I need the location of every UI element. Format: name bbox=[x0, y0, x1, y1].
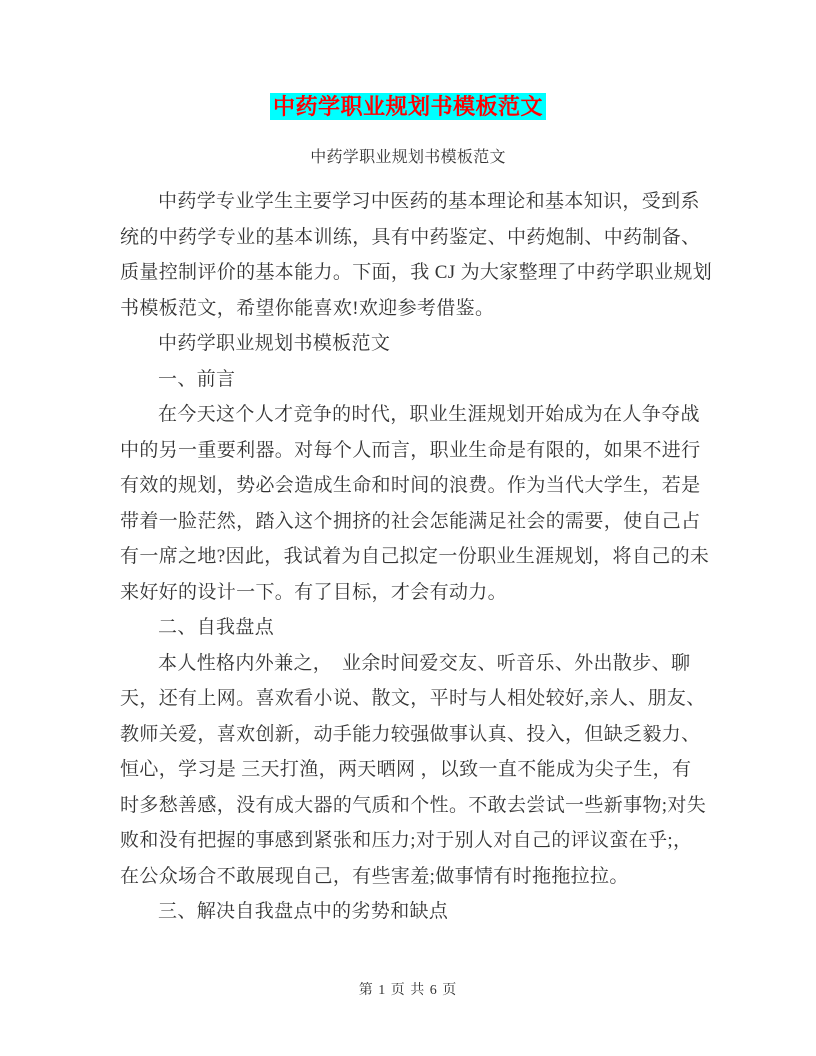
paragraph bbox=[120, 397, 710, 610]
text-line: 中药学职业规划书模板范文 bbox=[158, 333, 391, 354]
text-line: 三、解决自我盘点中的劣势和缺点 bbox=[158, 901, 449, 922]
text-line: 一、前言 bbox=[158, 368, 236, 390]
title-highlight: 中药学职业规划书模板范文 bbox=[270, 93, 546, 120]
document-subtitle: 中药学职业规划书模板范文 bbox=[310, 149, 506, 166]
text-line: 有效的规划，势必会造成生命和时间的浪费。作为当代大学生，若是 bbox=[120, 475, 701, 496]
text-line: 质量控制评价的基本能力。下面，我 CJ 为大家整理了中药学职业规划 bbox=[120, 262, 713, 283]
section-heading bbox=[120, 610, 704, 646]
text-line: 统的中药学专业的基本训练，具有中药鉴定、中药炮制、中药制备、 bbox=[120, 226, 701, 248]
paragraph bbox=[120, 326, 704, 362]
paragraph bbox=[120, 646, 707, 895]
text-line: 书模板范文，希望你能喜欢!欢迎参考借鉴。 bbox=[120, 297, 495, 319]
text-line: 来好好的设计一下。有了目标，才会有动力。 bbox=[120, 581, 508, 603]
page-footer: 第 1 页 共 6 页 bbox=[358, 983, 458, 998]
text-line: 在今天这个人才竞争的时代，职业生涯规划开始成为在人争夺战 bbox=[158, 404, 700, 425]
text-line: 恒心，学习是 三天打渔，两天晒网 ，以致一直不能成为尖子生，有 bbox=[120, 759, 692, 780]
section-heading bbox=[120, 894, 704, 930]
text-line: 时多愁善感，没有成大器的气质和个性。不敢去尝试一些新事物;对失 bbox=[120, 794, 707, 816]
text-line: 教师关爱，喜欢创新，动手能力较强做事认真、投入，但缺乏毅力、 bbox=[120, 723, 701, 745]
text-line: 有一席之地?因此，我试着为自己拟定一份职业生涯规划，将自己的未 bbox=[120, 546, 710, 567]
text-line: 本人性格内外兼之， 业余时间爱交友、听音乐、外出散步、聊 bbox=[158, 652, 691, 674]
section-heading bbox=[120, 362, 704, 398]
document-title bbox=[0, 0, 816, 120]
text-line: 在公众场合不敢展现自己，有些害羞;做事情有时拖拖拉拉。 bbox=[120, 865, 629, 887]
text-line: 中的另一重要利器。对每个人而言，职业生命是有限的，如果不进行 bbox=[120, 439, 701, 461]
text-line: 带着一脸茫然，踏入这个拥挤的社会怎能满足社会的需要，使自己占 bbox=[120, 510, 701, 532]
text-line: 天，还有上网。喜欢看小说、散文，平时与人相处较好,亲人、朋友、 bbox=[120, 688, 706, 709]
document-body bbox=[120, 184, 713, 930]
text-line: 败和没有把握的事感到紧张和压力;对于别人对自己的评议蛮在乎;， bbox=[120, 830, 693, 851]
paragraph bbox=[120, 184, 713, 326]
text-line: 中药学专业学生主要学习中医药的基本理论和基本知识，受到系 bbox=[158, 191, 700, 212]
text-line: 二、自我盘点 bbox=[158, 617, 275, 638]
